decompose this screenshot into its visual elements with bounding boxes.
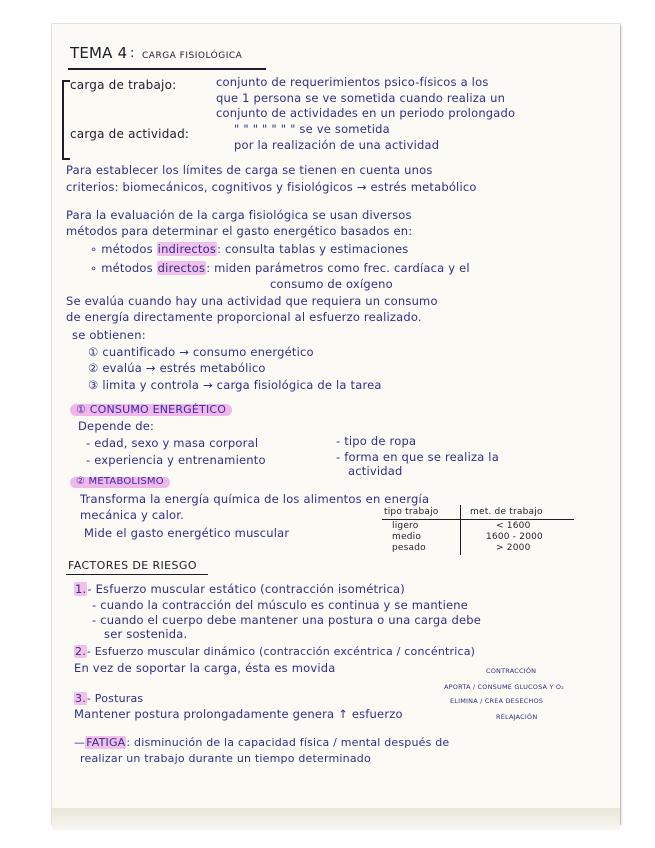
factor-3 bbox=[74, 693, 143, 704]
factor-1-a: - cuando la contracción del músculo es continua y se mantiene bbox=[92, 598, 469, 612]
metab-row-1-tipo: ligero bbox=[392, 521, 419, 531]
fatiga-definition: : disminución de la capacidad física / mental después de bbox=[126, 736, 450, 749]
consumo-item-experiencia: - experiencia y entrenamiento bbox=[86, 453, 266, 467]
note-contraccion: CONTRACCIÓN bbox=[486, 667, 537, 675]
factores-underline bbox=[66, 574, 208, 575]
page-title: CARGA FISIOLÓGICA bbox=[142, 51, 243, 61]
factor-1-title: - Esfuerzo muscular estático (contracción isométrica) bbox=[87, 582, 405, 596]
def-actividad-line2: por la realización de una actividad bbox=[234, 138, 440, 152]
obtienen-label: se obtienen: bbox=[72, 328, 146, 342]
consumo-heading-pill: ① CONSUMO ENERGÉTICO bbox=[70, 404, 232, 416]
title-tema: TEMA 4 bbox=[70, 44, 128, 62]
metab-table-divider bbox=[460, 505, 461, 555]
metab-table-header-tipo: tipo trabajo bbox=[384, 507, 439, 517]
obtain-item-3: ③ limita y controla → carga fisiológica de la tarea bbox=[88, 378, 382, 392]
consumo-heading bbox=[70, 404, 232, 416]
factor-3-title: - Posturas bbox=[86, 692, 144, 705]
intro-line1: Para establecer los límites de carga se tienen en cuenta unos bbox=[66, 163, 433, 177]
method-direct bbox=[90, 263, 470, 275]
note-relajacion: RELAJACIÓN bbox=[496, 713, 538, 721]
consumo-item-ropa: - tipo de ropa bbox=[336, 434, 417, 448]
metab-row-1-val: < 1600 bbox=[496, 521, 531, 531]
metab-line3: Mide el gasto energético muscular bbox=[84, 526, 290, 540]
note-aporta: APORTA / CONSUME GLUCOSA Y O₂ bbox=[444, 683, 565, 691]
obtain-item-2: ② evalúa → estrés metabólico bbox=[88, 361, 266, 375]
note-elimina: ELIMINA / CREA DESECHOS bbox=[450, 697, 544, 705]
evalua-line2: de energía directamente proporcional al esfuerzo realizado. bbox=[66, 310, 422, 324]
obtain-item-1: ① cuantificado → consumo energético bbox=[88, 345, 314, 359]
factor-3-line: Mantener postura prolongadamente genera ↑ esfuerzo bbox=[74, 707, 403, 721]
title-sep: : bbox=[130, 46, 135, 61]
def-trabajo-line2: que 1 persona se ve sometida cuando realiza un bbox=[216, 91, 506, 105]
definitions-bracket bbox=[62, 80, 70, 160]
metab-line2: mecánica y calor. bbox=[80, 508, 184, 522]
def-actividad-line1: " " " " " " " se ve sometida bbox=[234, 122, 390, 136]
factor-3-number: 3. bbox=[75, 692, 86, 705]
evalua-line1: Se evalúa cuando hay una actividad que requiera un consumo bbox=[66, 294, 438, 308]
method-indirect-highlight: indirectos bbox=[157, 242, 217, 256]
intro-line2: criterios: biomecánicos, cognitivos y fisiológicos → estrés metabólico bbox=[66, 180, 477, 194]
method-indirect bbox=[90, 244, 408, 256]
title-underline bbox=[68, 68, 266, 70]
fatiga-highlight: FATIGA bbox=[86, 736, 126, 749]
factor-2-line: En vez de soportar la carga, ésta es movida bbox=[74, 661, 336, 675]
eval-line2: métodos para determinar el gasto energético basados en: bbox=[66, 224, 413, 238]
metab-row-2-val: 1600 - 2000 bbox=[486, 532, 543, 542]
method-direct-line2: consumo de oxígeno bbox=[270, 277, 393, 291]
metab-table-rule bbox=[382, 519, 574, 520]
method-direct-highlight: directos bbox=[157, 261, 206, 275]
method-indirect-desc: : consulta tablas y estimaciones bbox=[217, 242, 409, 256]
consumo-item-edad: - edad, sexo y masa corporal bbox=[86, 436, 259, 450]
factor-1-c: ser sostenida. bbox=[104, 627, 188, 641]
method-indirect-prefix: ∘ métodos bbox=[90, 242, 157, 256]
metab-row-3-val: > 2000 bbox=[496, 543, 531, 553]
metab-row-2-tipo: medio bbox=[392, 532, 422, 542]
factor-1-number: 1. bbox=[75, 582, 87, 596]
fatiga-line2: realizar un trabajo durante un tiempo determinado bbox=[80, 752, 371, 765]
metabolismo-heading bbox=[70, 477, 170, 488]
def-trabajo-label: carga de trabajo: bbox=[70, 78, 177, 92]
consumo-item-forma: - forma en que se realiza la bbox=[336, 450, 499, 464]
factor-1 bbox=[74, 584, 405, 596]
factor-2 bbox=[74, 646, 475, 657]
factor-2-number: 2. bbox=[75, 645, 86, 658]
consumo-depende: Depende de: bbox=[78, 419, 155, 433]
eval-line1: Para la evaluación de la carga fisiológica se usan diversos bbox=[66, 208, 412, 222]
fatiga-line1: —FATIGA: disminución de la capacidad física / mental después de bbox=[74, 736, 450, 749]
page-bottom-shadow bbox=[52, 808, 620, 830]
metab-line1: Transforma la energía química de los alimentos en energía bbox=[80, 492, 430, 506]
factores-heading: FACTORES DE RIESGO bbox=[68, 559, 197, 572]
method-direct-prefix: ∘ métodos bbox=[90, 261, 157, 275]
def-actividad-label: carga de actividad: bbox=[70, 127, 190, 141]
metabolismo-heading-pill: ② METABOLISMO bbox=[70, 477, 170, 488]
metab-table-header-met: met. de trabajo bbox=[470, 507, 543, 517]
consumo-item-forma-2: actividad bbox=[348, 464, 403, 478]
def-trabajo-line1: conjunto de requerimientos psico-físicos a los bbox=[216, 75, 489, 89]
factor-2-title: - Esfuerzo muscular dinámico (contracción excéntrica / concéntrica) bbox=[86, 645, 476, 658]
metab-row-3-tipo: pesado bbox=[392, 543, 426, 553]
factor-1-b: - cuando el cuerpo debe mantener una postura o una carga debe bbox=[92, 613, 482, 627]
def-trabajo-line3: conjunto de actividades en un periodo prolongado bbox=[216, 106, 516, 120]
method-direct-desc: : miden parámetros como frec. cardíaca y el bbox=[206, 261, 470, 275]
